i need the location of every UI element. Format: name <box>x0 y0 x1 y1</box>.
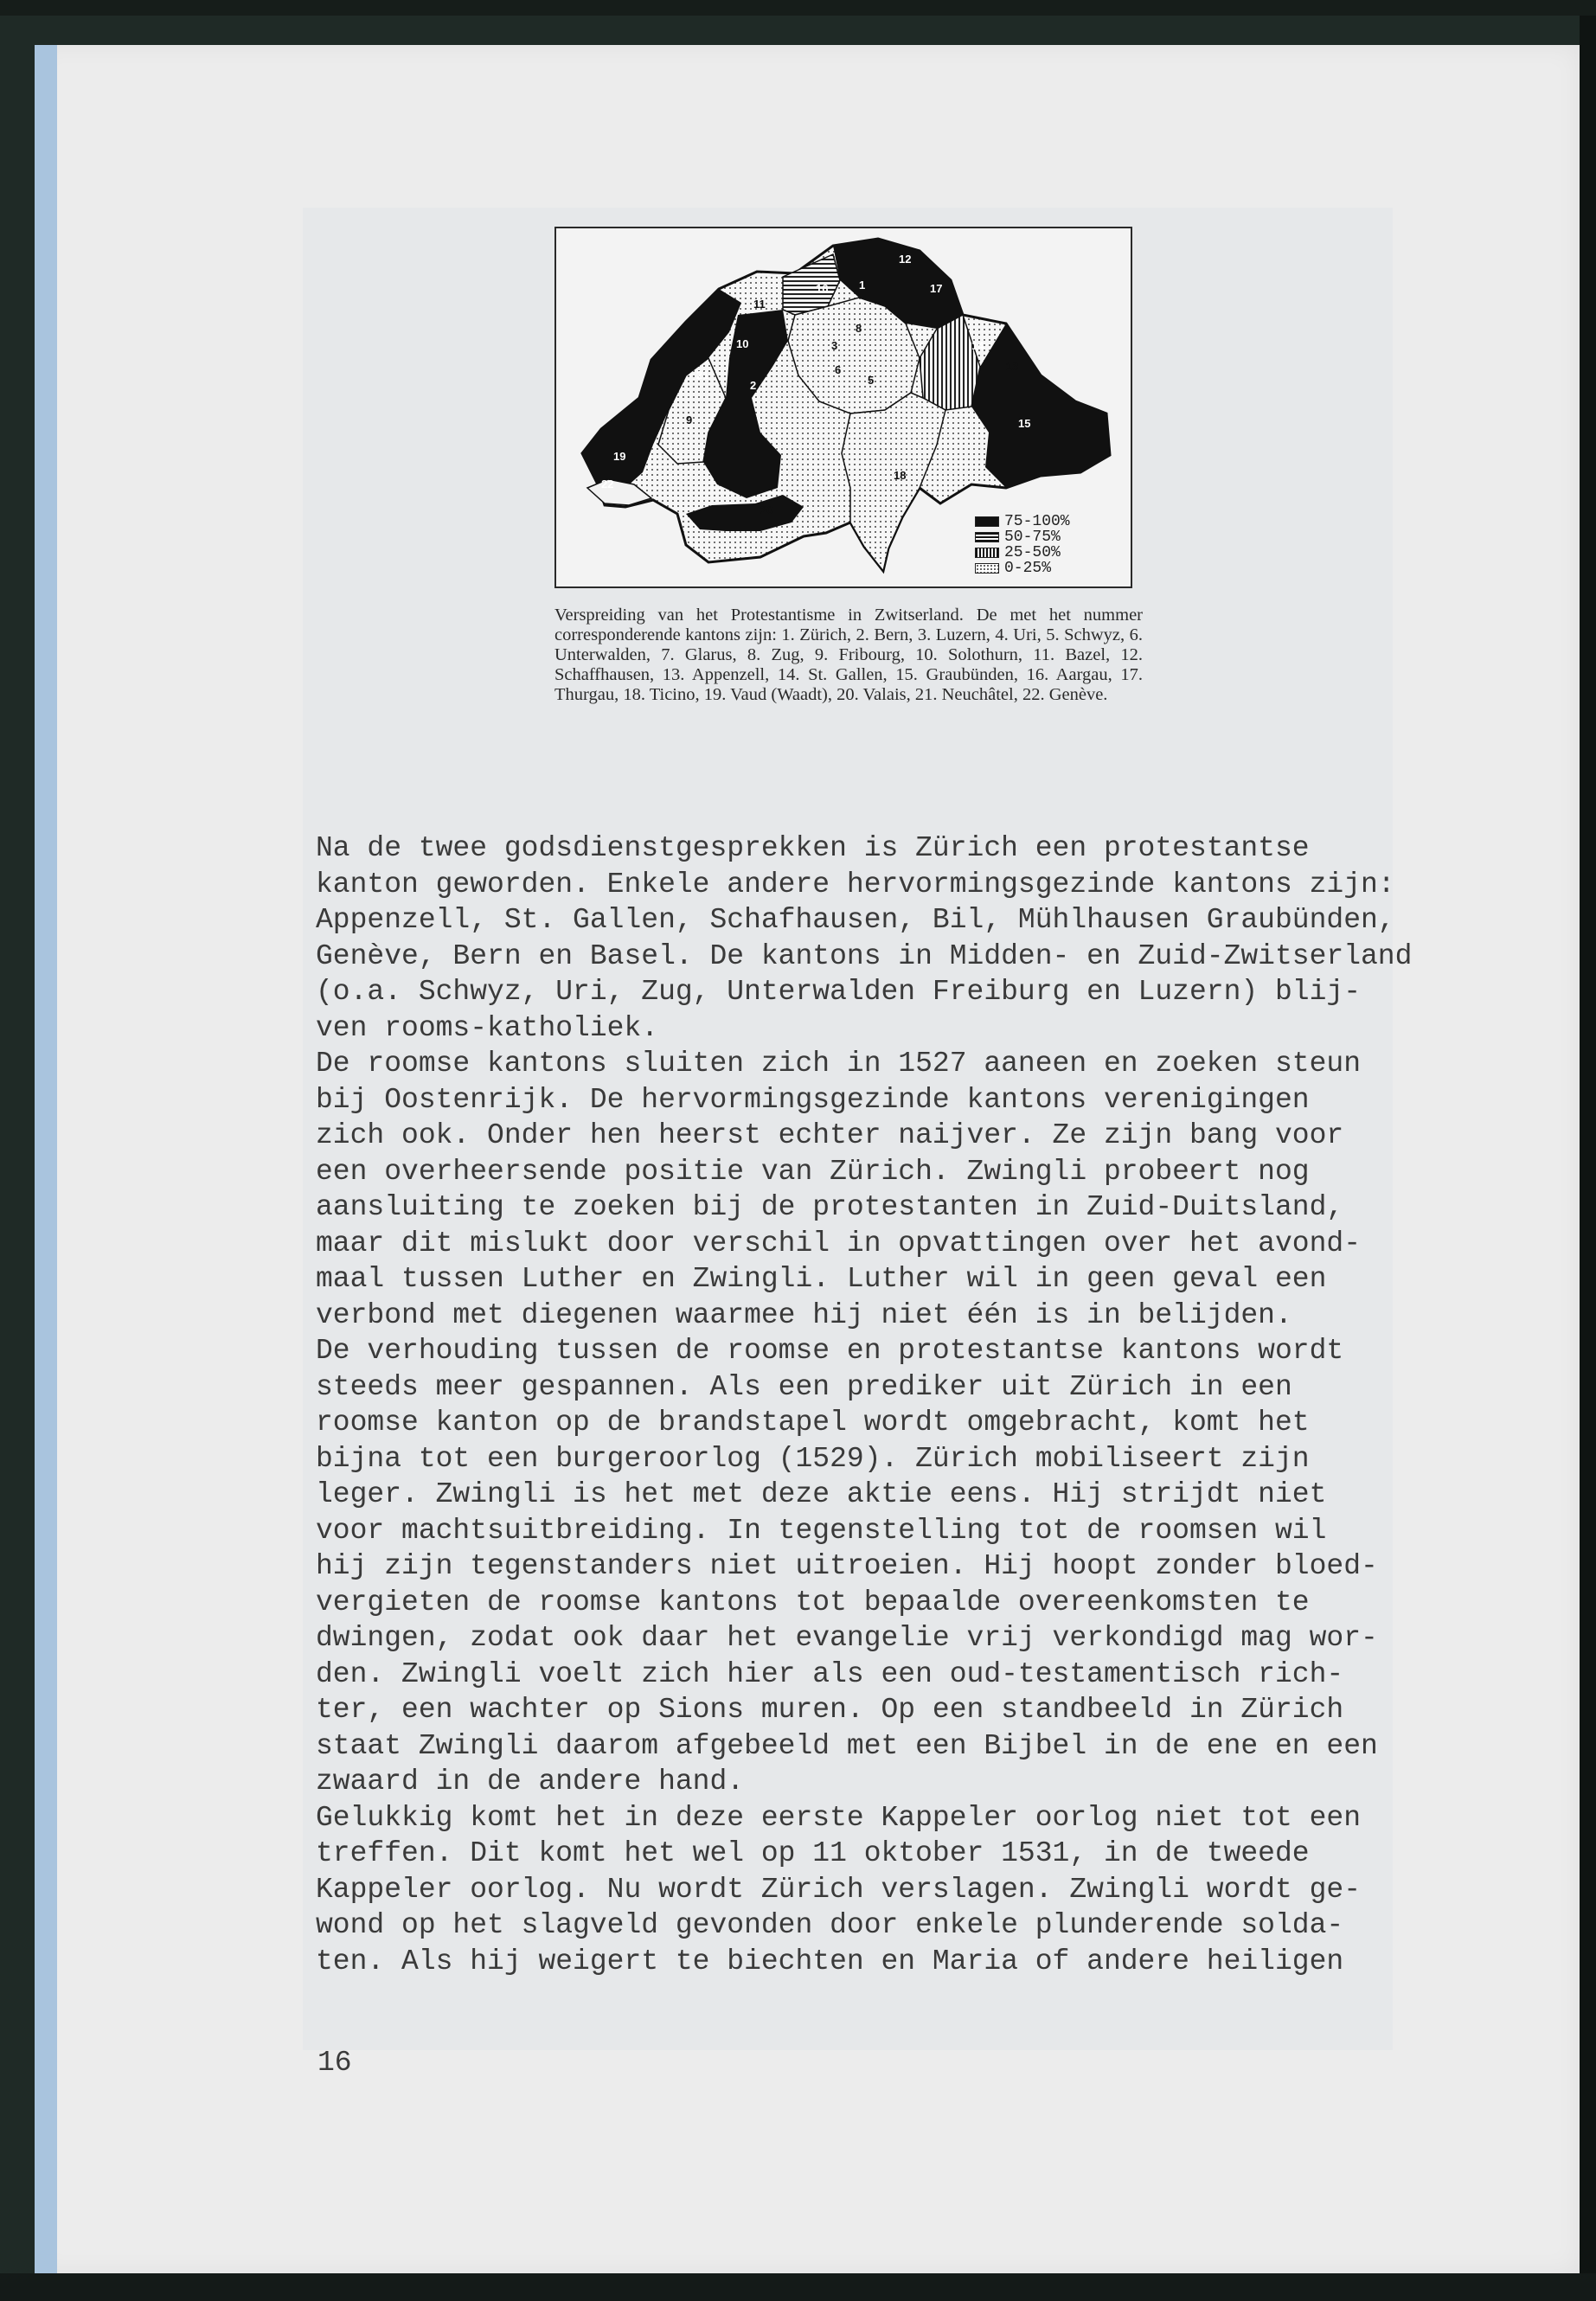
legend-swatch <box>975 563 999 574</box>
svg-text:21: 21 <box>696 369 709 381</box>
body-line: Na de twee godsdienstgesprekken is Zürich een protestantse <box>316 832 1310 864</box>
body-line: een overheersende positie van Zürich. Zwingli probeert nog <box>316 1155 1310 1188</box>
svg-text:2: 2 <box>750 379 757 392</box>
page-edge <box>35 45 57 2273</box>
body-line: Kappeler oorlog. Nu wordt Zürich verslagen. Zwingli wordt ge- <box>316 1873 1361 1906</box>
body-line: Appenzell, St. Gallen, Schafhausen, Bil, Mühlhausen Graubünden, <box>316 904 1395 936</box>
body-line: (o.a. Schwyz, Uri, Zug, Unterwalden Freiburg en Luzern) blij- <box>316 976 1361 1008</box>
body-line: zwaard in de andere hand. <box>316 1766 745 1798</box>
body-line: wond op het slagveld gevonden door enkele plunderende solda- <box>316 1909 1344 1941</box>
body-line: voor machtsuitbreiding. In tegenstelling tot de roomsen wil <box>316 1514 1327 1547</box>
svg-text:3: 3 <box>831 339 838 352</box>
body-line: roomse kanton op de brandstapel wordt omgebracht, komt het <box>316 1407 1310 1439</box>
legend-row <box>975 514 1070 529</box>
legend-row <box>975 561 1070 576</box>
body-line: kanton geworden. Enkele andere hervormingsgezinde kantons zijn: <box>316 868 1395 901</box>
svg-text:19: 19 <box>613 450 626 463</box>
map-legend <box>975 514 1070 576</box>
svg-text:13: 13 <box>1006 360 1019 373</box>
body-line: De roomse kantons sluiten zich in 1527 aaneen en zoeken steun <box>316 1048 1361 1080</box>
page-number: 16 <box>317 2047 352 2079</box>
legend-row <box>975 545 1070 561</box>
body-line: maal tussen Luther en Zwingli. Luther wil in geen geval een <box>316 1263 1327 1295</box>
svg-text:16: 16 <box>816 282 829 295</box>
figure-caption: Verspreiding van het Protestantisme in Zwitserland. De met het nummer corresponderende kantons zijn: 1. Zürich, 2. Bern, 3. Luzern, 4. Uri, 5. Schwyz, 6. Unterwalden, 7. Glarus, 8. Zug, 9. Fribourg, 10. Solothurn, 11. Bazel, 12. Schaffhausen, 13. Appenzell, 14. St. Gallen, 15. Graubünden, 16. Aargau, 17. Thurgau, 18. Ticino, 19. Vaud (Waadt), 20. Valais, 21. Neuchâtel, 22. Genève. <box>554 606 1143 704</box>
svg-text:10: 10 <box>736 337 749 350</box>
switzerland-map-figure <box>554 227 1132 588</box>
body-line: vergieten de roomse kantons tot bepaalde overeenkomsten te <box>316 1586 1310 1618</box>
svg-text:6: 6 <box>835 363 842 376</box>
body-line: Gelukkig komt het in deze eerste Kappeler oorlog niet tot een <box>316 1801 1361 1834</box>
body-text <box>316 830 1527 1979</box>
svg-text:12: 12 <box>899 253 912 266</box>
body-line: den. Zwingli voelt zich hier als een oud-testamentisch rich- <box>316 1657 1344 1690</box>
body-line: bijna tot een burgeroorlog (1529). Zürich mobiliseert zijn <box>316 1442 1310 1475</box>
legend-label: 75-100% <box>1004 513 1070 530</box>
body-line: zich ook. Onder hen heerst echter naijver. Ze zijn bang voor <box>316 1119 1344 1151</box>
svg-text:22: 22 <box>601 478 614 490</box>
legend-label: 50-75% <box>1004 529 1061 546</box>
body-line: dwingen, zodat ook daar het evangelie vrij verkondigd mag wor- <box>316 1622 1378 1654</box>
svg-text:5: 5 <box>868 374 875 387</box>
body-line: bij Oostenrijk. De hervormingsgezinde kantons verenigingen <box>316 1083 1310 1116</box>
svg-text:14: 14 <box>971 339 984 352</box>
body-line: steeds meer gespannen. Als een prediker uit Zürich in een <box>316 1370 1292 1403</box>
body-line: Genève, Bern en Basel. De kantons in Midden- en Zuid-Zwitserland <box>316 939 1413 972</box>
body-line: verbond met diegenen waarmee hij niet één is in belijden. <box>316 1298 1292 1331</box>
legend-label: 0-25% <box>1004 560 1052 577</box>
svg-text:11: 11 <box>753 298 766 311</box>
body-line: ten. Als hij weigert te biechten en Maria of andere heiligen <box>316 1945 1344 1977</box>
body-line: treffen. Dit komt het wel op 11 oktober 1531, in de tweede <box>316 1837 1310 1869</box>
body-line: staat Zwingli daarom afgebeeld met een Bijbel in de ene en een <box>316 1729 1378 1762</box>
svg-text:20: 20 <box>760 503 773 516</box>
body-line: ven rooms-katholiek. <box>316 1011 659 1044</box>
body-line: hij zijn tegenstanders niet uitroeien. Hij hoopt zonder bloed- <box>316 1550 1378 1582</box>
legend-row <box>975 529 1070 545</box>
svg-text:18: 18 <box>894 469 907 482</box>
legend-swatch <box>975 548 999 558</box>
legend-label: 25-50% <box>1004 544 1061 561</box>
legend-swatch <box>975 532 999 542</box>
body-line: De verhouding tussen de roomse en protestantse kantons wordt <box>316 1335 1344 1367</box>
scan-border-top <box>0 0 1596 16</box>
scan-border-right <box>1580 16 1596 2273</box>
svg-text:17: 17 <box>930 282 943 295</box>
svg-text:1: 1 <box>859 279 866 292</box>
scan-border-bottom <box>0 2273 1596 2301</box>
legend-swatch <box>975 516 999 527</box>
body-line: ter, een wachter op Sions muren. Op een standbeeld in Zürich <box>316 1694 1344 1726</box>
svg-text:8: 8 <box>856 322 862 335</box>
body-line: maar dit mislukt door verschil in opvattingen over het avond- <box>316 1227 1361 1259</box>
svg-text:15: 15 <box>1018 417 1031 430</box>
body-line: leger. Zwingli is het met deze aktie eens. Hij strijdt niet <box>316 1478 1327 1510</box>
body-line: aansluiting te zoeken bij de protestanten in Zuid-Duitsland, <box>316 1191 1344 1223</box>
svg-text:9: 9 <box>686 413 693 426</box>
